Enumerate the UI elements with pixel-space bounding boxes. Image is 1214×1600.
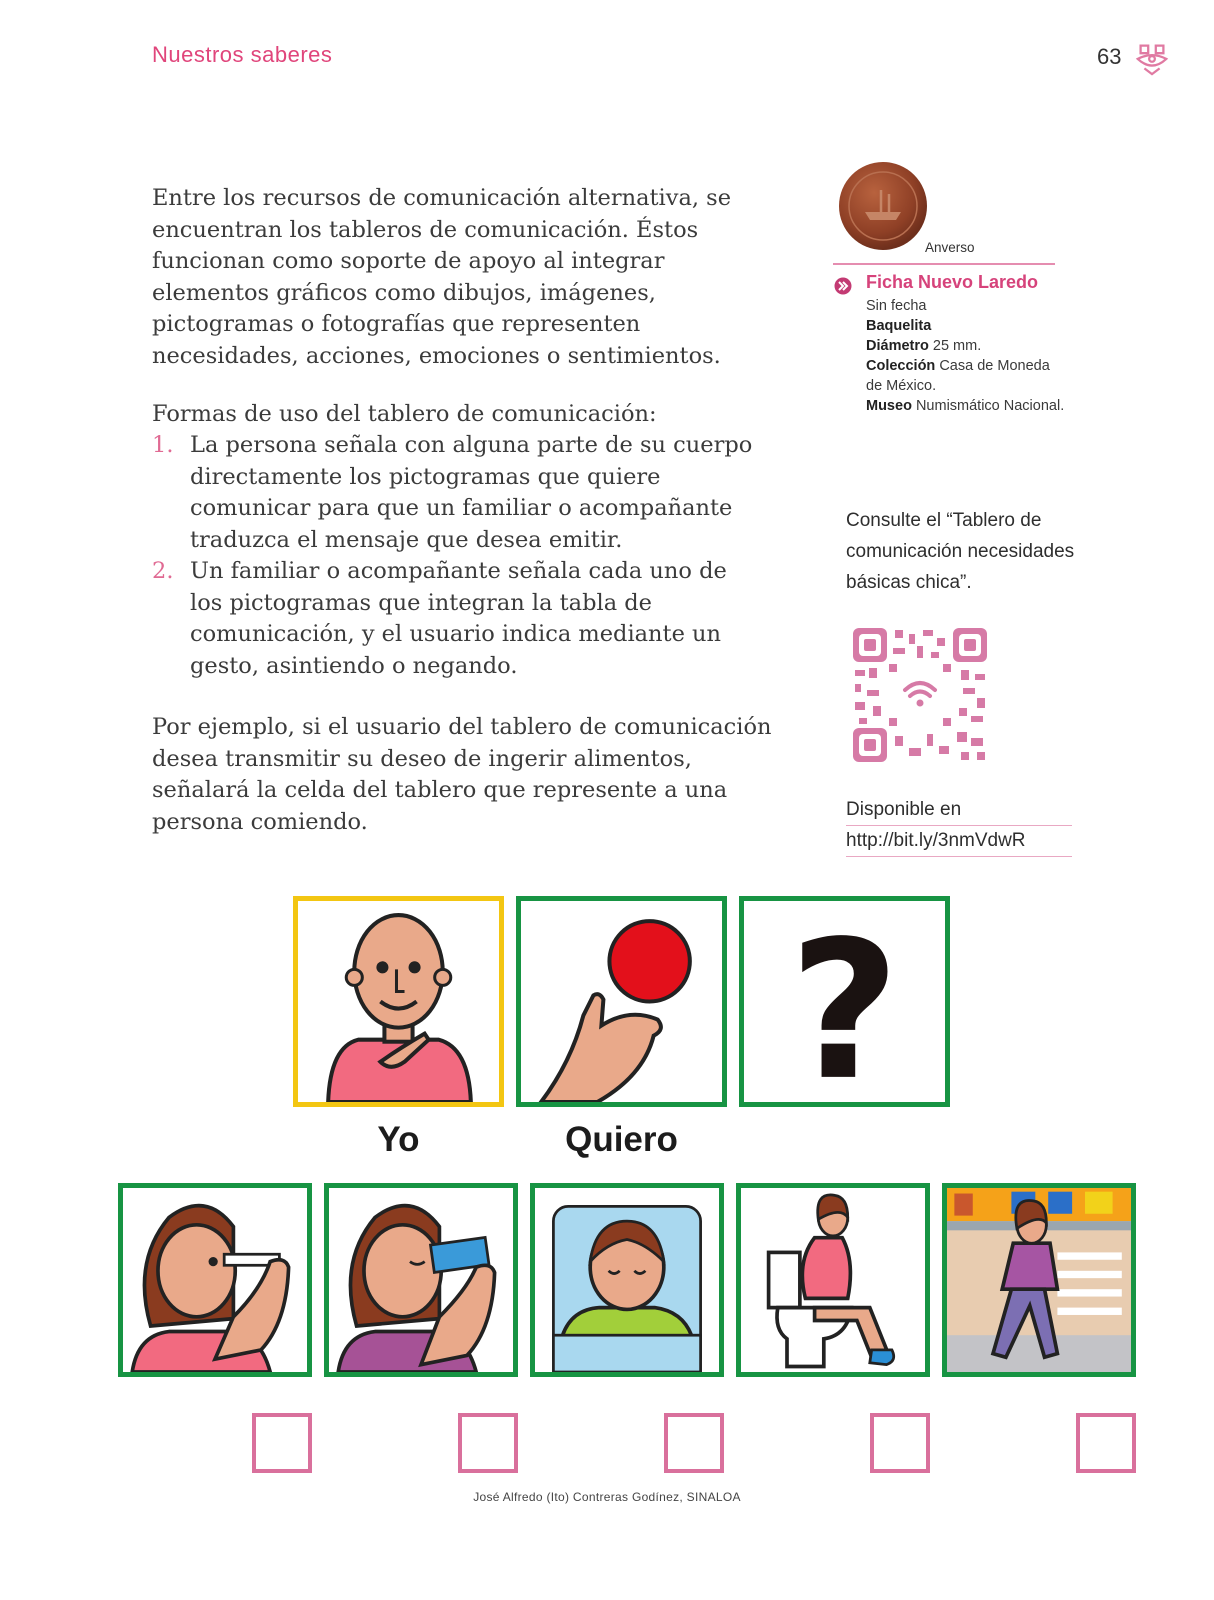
- person-sleeping-icon: [535, 1188, 719, 1372]
- hand-holding-ball-icon: [521, 901, 722, 1102]
- list-number: 1.: [152, 432, 174, 458]
- question-mark-icon: [744, 901, 945, 1102]
- museum-label: Museo: [866, 398, 912, 414]
- list-number: 2.: [152, 558, 174, 584]
- section-title: Nuestros saberes: [152, 42, 333, 67]
- diameter-value: 25 mm.: [932, 338, 982, 354]
- list-item: [152, 556, 762, 682]
- pictogram-sleep[interactable]: [530, 1183, 724, 1377]
- word-label-yo: Yo: [377, 1120, 420, 1159]
- available-url[interactable]: http://bit.ly/3nmVdwR: [846, 826, 1072, 857]
- pictogram-toilet[interactable]: [736, 1183, 930, 1377]
- ornament-icon: [1133, 38, 1171, 76]
- ficha-material: Baquelita: [866, 318, 932, 334]
- ficha-date: Sin fecha: [866, 298, 927, 314]
- illustration-credit: José Alfredo (Ito) Contreras Godínez, SINALOA: [473, 1490, 741, 1504]
- checkbox-toilet[interactable]: [870, 1413, 930, 1473]
- checkbox-drink-water[interactable]: [252, 1413, 312, 1473]
- divider: [833, 263, 1055, 265]
- list-item: [152, 430, 762, 556]
- list-item-text: Un familiar o acompañante señala cada uno de los pictogramas que integran la tabla de comunicación, y el usuario indica mediante un gesto, asintiendo o negando.: [190, 558, 727, 679]
- word-label-quiero: Quiero: [565, 1120, 678, 1159]
- pictogram-yo[interactable]: [293, 896, 504, 1107]
- checkbox-go-out[interactable]: [1076, 1413, 1136, 1473]
- list-item-text: La persona señala con alguna parte de su cuerpo directamente los pictogramas que quiere comunicar para que un familiar o acompañante traduzca el mensaje que desea emitir.: [190, 432, 753, 553]
- person-pointing-self-icon: [298, 901, 499, 1102]
- checkbox-sleep[interactable]: [664, 1413, 724, 1473]
- usage-list: [152, 430, 762, 682]
- person-walking-icon: [947, 1188, 1131, 1372]
- person-drinking-glass-icon: [329, 1188, 513, 1372]
- collection-label: Colección: [866, 358, 936, 374]
- available-block: [846, 795, 1072, 857]
- pictogram-go-out[interactable]: [942, 1183, 1136, 1377]
- museum-value: Numismático Nacional.: [915, 398, 1065, 414]
- coin-image: [837, 160, 929, 252]
- available-label: Disponible en: [846, 795, 1072, 826]
- page-number: 63: [1097, 44, 1122, 69]
- pictogram-drink-glass[interactable]: [324, 1183, 518, 1377]
- person-drinking-bottle-icon: [123, 1188, 307, 1372]
- usage-heading: Formas de uso del tablero de comunicación:: [152, 401, 657, 427]
- pictogram-quiero[interactable]: [516, 896, 727, 1107]
- example-paragraph: Por ejemplo, si el usuario del tablero de comunicación desea transmitir su deseo de ingerir alimentos, señalará la celda del tablero que represente a una persona comiendo.: [152, 714, 772, 835]
- collection-value: Casa de Moneda de México.: [866, 358, 1050, 394]
- double-chevron-icon: [834, 277, 852, 295]
- coin-caption: Anverso: [925, 240, 975, 255]
- question-mark: ?: [789, 901, 900, 1102]
- pictogram-question[interactable]: [739, 896, 950, 1107]
- ficha-title: Ficha Nuevo Laredo: [866, 272, 1039, 292]
- checkbox-drink-glass[interactable]: [458, 1413, 518, 1473]
- ficha-details: [866, 296, 1066, 416]
- diameter-label: Diámetro: [866, 338, 929, 354]
- consult-note: Consulte el “Tablero de comunicación necesidades básicas chica”.: [846, 510, 1075, 593]
- intro-paragraph: Entre los recursos de comunicación alternativa, se encuentran los tableros de comunicación. Éstos funcionan como soporte de apoyo al integrar elementos gráficos como dibujos, imágenes, pictogramas o fotografías que representen necesidades, acciones, emociones o sentimientos.: [152, 185, 732, 369]
- person-on-toilet-icon: [741, 1188, 925, 1372]
- qr-code[interactable]: [853, 628, 987, 762]
- pictogram-drink-water[interactable]: [118, 1183, 312, 1377]
